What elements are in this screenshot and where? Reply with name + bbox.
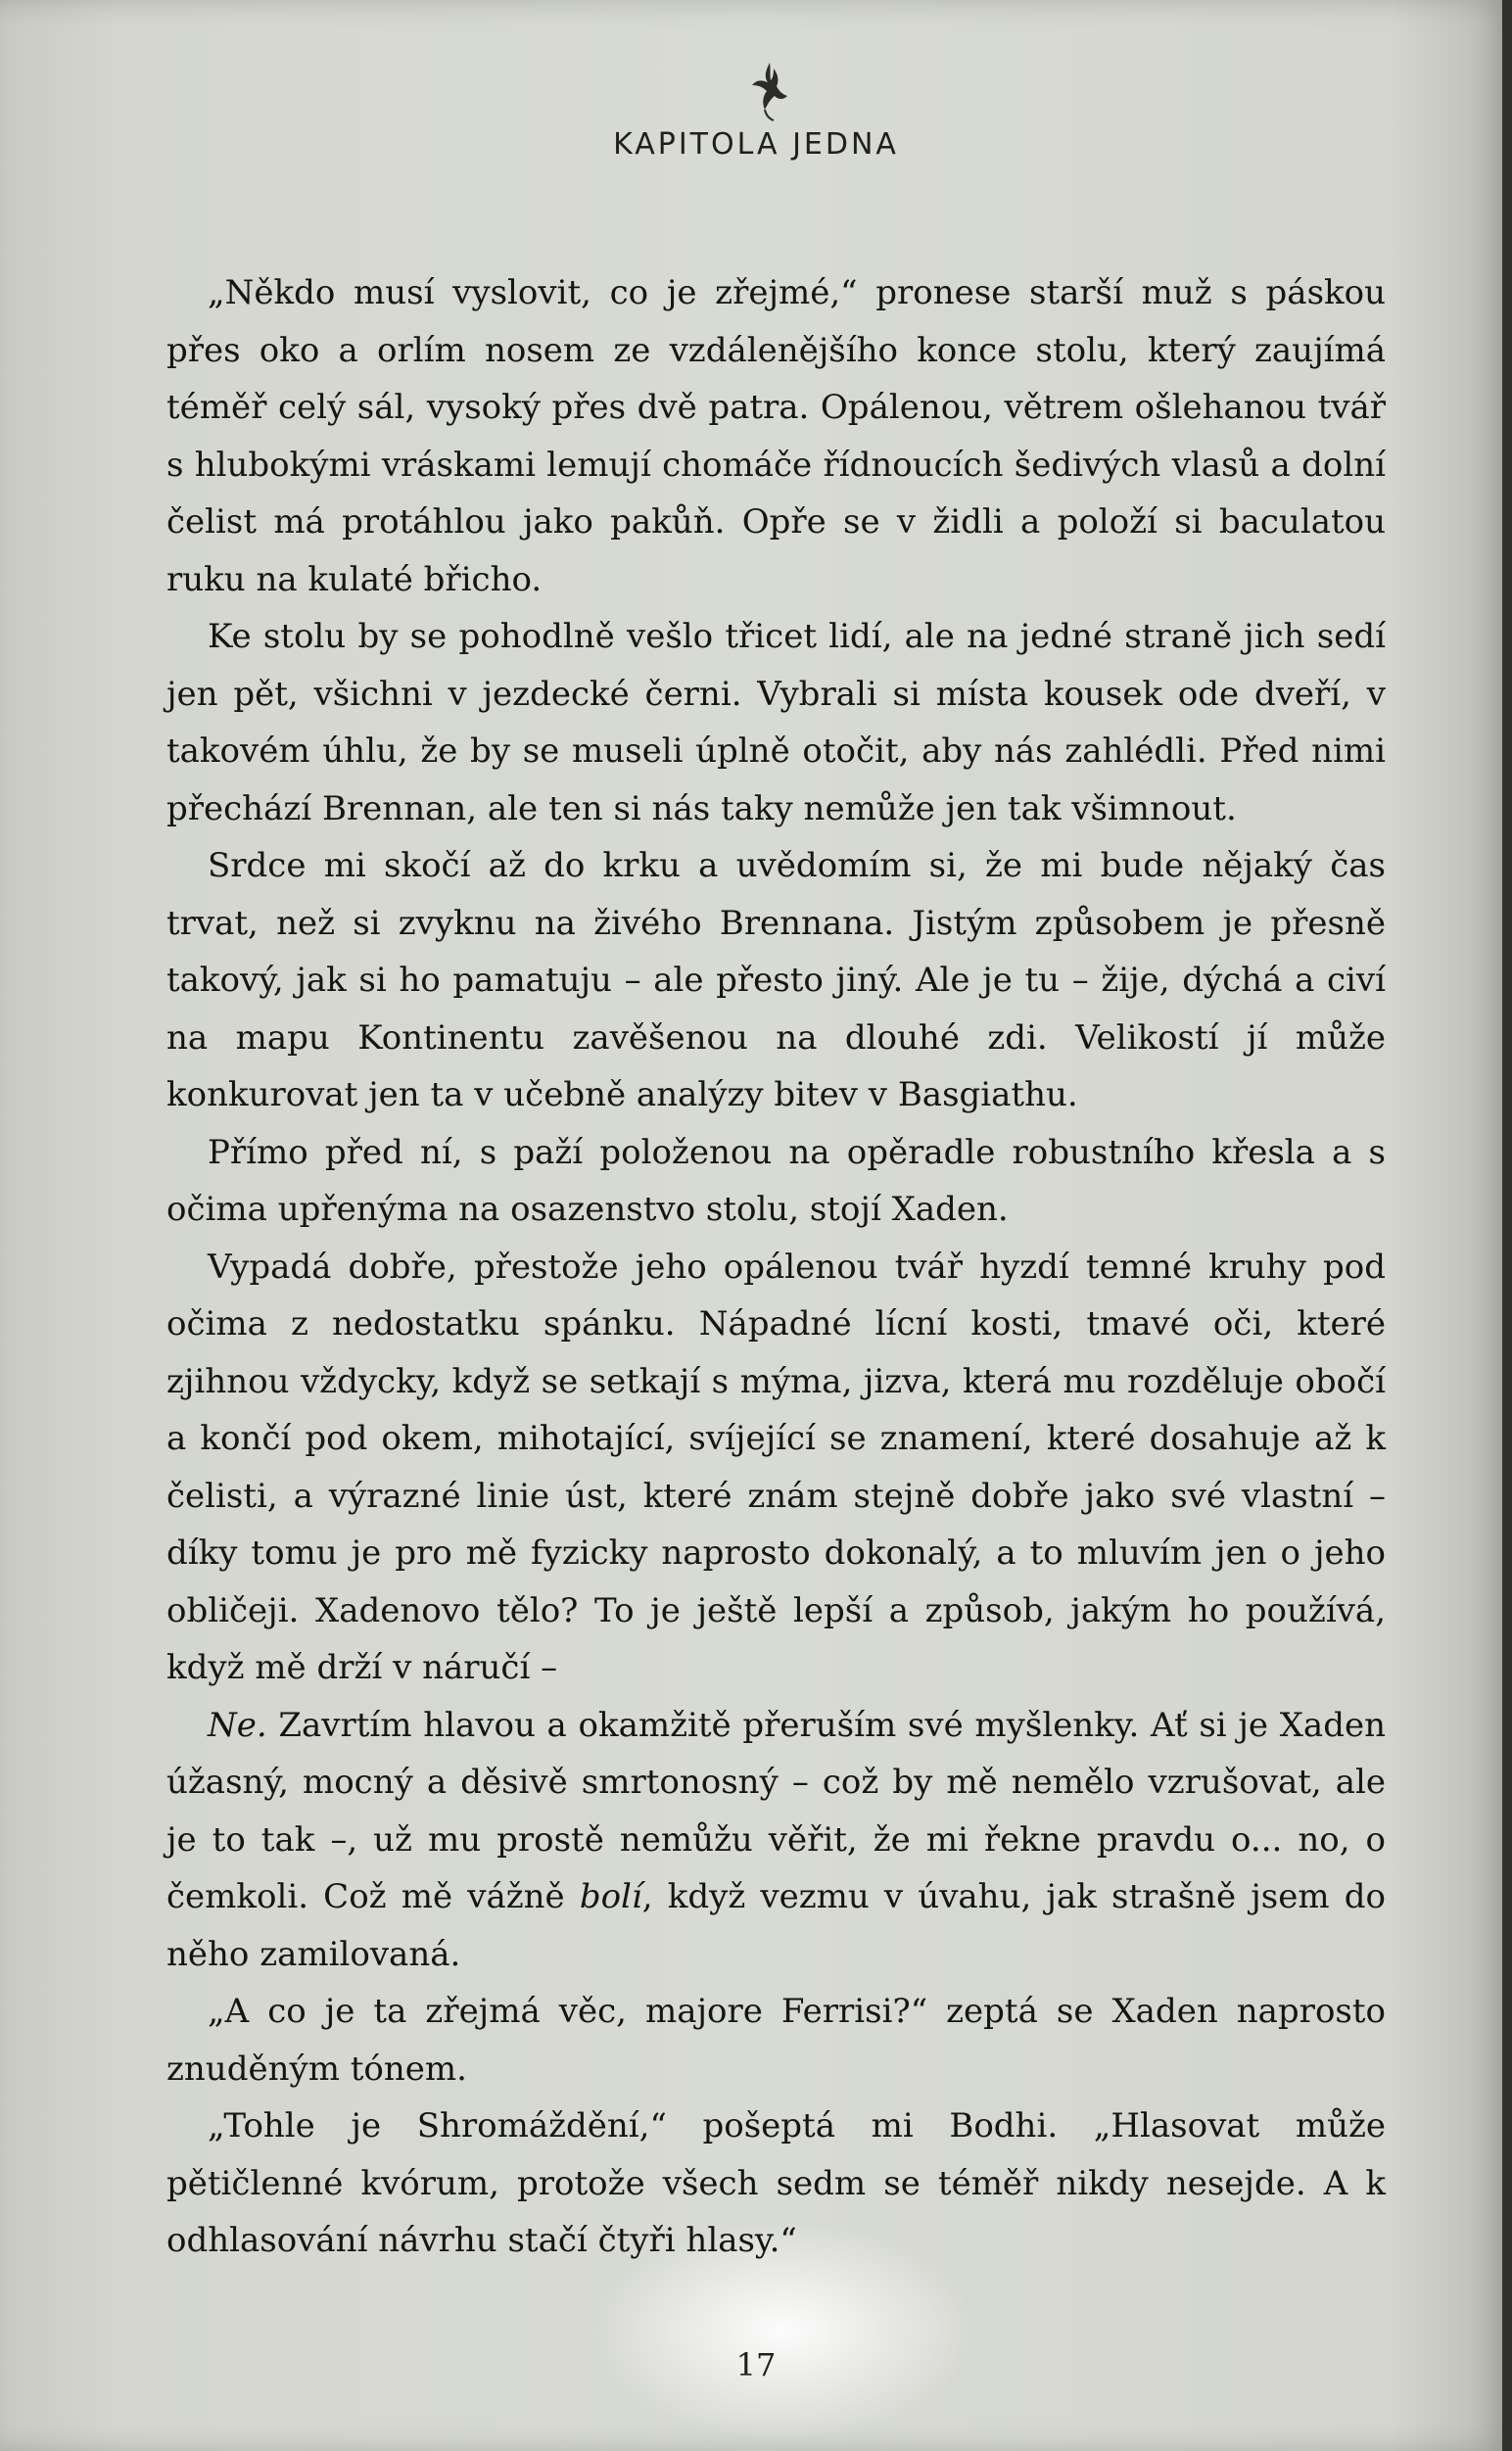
paragraph: Ke stolu by se pohodlně vešlo třicet lidí, ale na jedné straně jich sedí jen pět, všichni v jezdecké černi. Vybrali si místa kousek ode dveří, v takovém úhlu, že by se museli úplně otočit, aby nás zahlédli. Před nimi přechází Brennan, ale ten si nás taky nemůže jen tak všimnout. — [166, 617, 1386, 828]
paragraph: „A co je ta zřejmá věc, majore Ferrisi?“ zeptá se Xaden naprosto znuděným tónem. — [166, 1992, 1386, 2089]
chapter-title: KAPITOLA JEDNA — [613, 127, 899, 162]
dragon-icon — [744, 59, 795, 123]
italic-text: Ne. — [208, 1705, 267, 1745]
paragraph: „Někdo musí vyslovit, co je zřejmé,“ pronese starší muž s páskou přes oko a orlím nosem ze vzdálenějšího konce stolu, který zaujímá téměř celý sál, vysoký přes dvě patra. Opálenou, větrem ošlehanou tvář s hlubokými vráskami lemují chomáče řídnoucích šedivých vlasů a dolní čelist má protáhlou jako pakůň. Opře se v židli a položí si baculatou ruku na kulaté břicho. — [166, 273, 1386, 599]
italic-text: bolí — [579, 1877, 642, 1916]
paragraph: Přímo před ní, s paží položenou na opěradle robustního křesla a s očima upřenýma na osazenstvo stolu, stojí Xaden. — [166, 1132, 1386, 1229]
body-text — [166, 264, 1386, 2270]
paragraph: „Tohle je Shromáždění,“ pošeptá mi Bodhi. „Hlasovat může pětičlenné kvórum, protože všech sedm se téměř nikdy nesejde. A k odhlasování návrhu stačí čtyři hlasy.“ — [166, 2106, 1386, 2260]
page-edge-shadow — [1502, 0, 1512, 2451]
page-number: 17 — [735, 2346, 777, 2383]
paragraph-text: Zavrtím hlavou a okamžitě přeruším své myšlenky. Ať si je Xaden úžasný, mocný a děsivě smrtonosný – což by mě nemělo vzrušovat, ale je to tak –, už mu prostě nemůžu věřit, že mi řekne pravdu o... no, o čemkoli. Což mě vážně — [166, 1705, 1386, 1916]
paragraph: Vypadá dobře, přestože jeho opálenou tvář hyzdí temné kruhy pod očima z nedostatku spánku. Nápadné lícní kosti, tmavé oči, které zjihnou vždycky, když se setkají s mýma, jizva, která mu rozděluje obočí a končí pod okem, mihotající, svíjející se znamení, které dosahuje až k čelisti, a výrazné linie úst, které znám stejně dobře jako své vlastní – díky tomu je pro mě fyzicky naprosto dokonalý, a to mluvím jen o jeho obličeji. Xadenovo tělo? To je ještě lepší a způsob, jakým ho používá, když mě drží v náručí – — [166, 1247, 1386, 1687]
paragraph-text: , když vezmu v úvahu, jak strašně jsem do něho zamilovaná. — [166, 1877, 1386, 1974]
paragraph-mixed — [166, 1697, 1386, 1984]
paragraph: Srdce mi skočí až do krku a uvědomím si, že mi bude nějaký čas trvat, než si zvyknu na živého Brennana. Jistým způsobem je přesně takový, jak si ho pamatuju – ale přesto jiný. Ale je tu – žije, dýchá a civí na mapu Kontinentu zavěšenou na dlouhé zdi. Velikostí jí může konkurovat jen ta v učebně analýzy bitev v Basgiathu. — [166, 846, 1386, 1114]
